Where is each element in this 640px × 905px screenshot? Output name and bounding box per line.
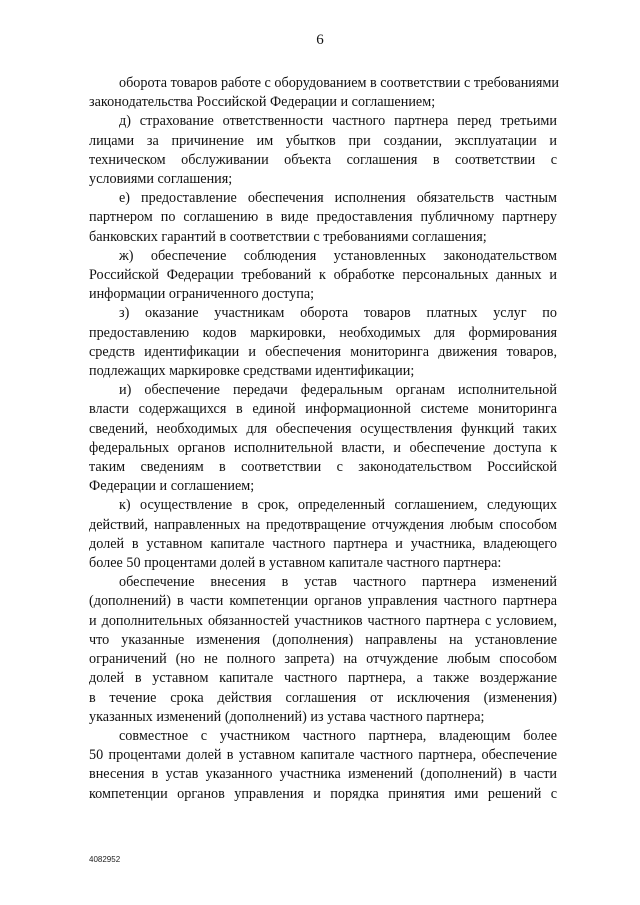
text-line: более 50 процентами долей в уставном капитале частного партнера: — [89, 555, 502, 572]
text-line: (дополнений) в части компетенции органов управления частного партнера — [89, 593, 557, 610]
text-line: федеральных органов исполнительной власти, и обеспечение доступа к — [89, 439, 557, 456]
text-line: условиями соглашения; — [89, 171, 233, 188]
text-line: предоставлению кодов маркировки, необходимых для формирования — [89, 324, 557, 341]
text-line: 50 процентами долей в уставном капитале частного партнера, обеспечение — [89, 747, 557, 764]
text-line: техническом обслуживании объекта соглашения в соответствии с — [89, 151, 557, 168]
text-line: оборота товаров работе с оборудованием в соответствии с требованиями — [119, 75, 559, 91]
paragraph — [89, 74, 557, 112]
text-line: долей в уставном капитале частного партнера, а также воздержание — [89, 670, 557, 687]
document-body — [89, 74, 557, 804]
text-line: и) обеспечение передачи федеральным органам исполнительной — [119, 382, 557, 399]
text-line: и дополнительных обязанностей участников частного партнера с условием, — [89, 612, 557, 629]
paragraph — [89, 573, 557, 727]
text-line: к) осуществление в срок, определенный соглашением, следующих — [119, 497, 557, 514]
text-line: партнером по соглашению в виде предоставления публичному партнеру — [89, 209, 557, 226]
text-line: таким сведениям в соответствии с законодательством Российской — [89, 459, 557, 476]
text-line: власти содержащихся в единой информационной системе мониторинга — [89, 401, 557, 418]
text-line: внесения в устав указанного участника изменений (дополнений) в части — [89, 766, 557, 783]
text-line: з) оказание участникам оборота товаров платных услуг по — [119, 305, 557, 322]
document-code: 4082952 — [89, 855, 121, 864]
text-line: банковских гарантий в соответствии с требованиями соглашения; — [89, 228, 487, 245]
text-line: Федерации и соглашением; — [89, 478, 255, 495]
text-line: подлежащих маркировке средствами идентификации; — [89, 363, 415, 380]
text-line: сведений, необходимых для обеспечения осуществления функций таких — [89, 420, 557, 437]
text-line: что указанные изменения (дополнения) направлены на установление — [89, 631, 557, 648]
text-line: компетенции органов управления и порядка принятия ими решений с — [89, 785, 557, 802]
text-line: законодательства Российской Федерации и соглашением; — [89, 94, 436, 111]
paragraph — [89, 189, 557, 247]
paragraph — [89, 247, 557, 305]
paragraph — [89, 727, 557, 804]
text-line: обеспечение внесения в устав частного партнера изменений — [119, 574, 557, 591]
text-line: совместное с участником частного партнера, владеющим более — [119, 727, 557, 744]
text-line: действий, направленных на предотвращение отчуждения любым способом — [89, 516, 557, 533]
text-line: е) предоставление обеспечения исполнения обязательств частным — [119, 190, 557, 207]
paragraph — [89, 496, 557, 573]
text-line: ж) обеспечение соблюдения установленных законодательством — [119, 247, 557, 264]
text-line: информации ограниченного доступа; — [89, 286, 315, 303]
text-line: ограничений (но не полного запрета) на отчуждение любым способом — [89, 651, 557, 668]
paragraph — [89, 381, 557, 496]
page-number: 6 — [316, 32, 324, 48]
paragraph — [89, 304, 557, 381]
text-line: Российской Федерации требований к обработке персональных данных и — [89, 267, 557, 284]
text-line: лицами за причинение им убытков при создании, эксплуатации и — [89, 132, 557, 149]
text-line: средств идентификации и обеспечения мониторинга движения товаров, — [89, 343, 557, 360]
text-line: д) страхование ответственности частного партнера перед третьими — [119, 113, 557, 130]
paragraph — [89, 112, 557, 189]
text-line: указанных изменений (дополнений) из устава частного партнера; — [89, 708, 485, 725]
text-line: в течение срока действия соглашения от исключения (изменения) — [89, 689, 557, 706]
text-line: долей в уставном капитале частного партнера и участника, владеющего — [89, 535, 557, 552]
